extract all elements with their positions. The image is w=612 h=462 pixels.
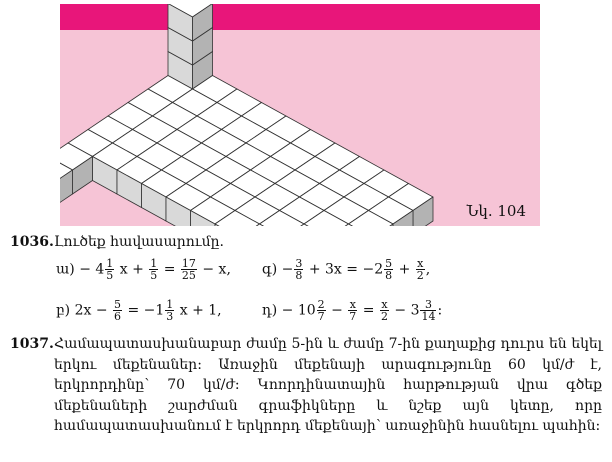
problem-title: Լուծեք հավասարումը. [54, 234, 224, 250]
equation-a [56, 258, 231, 281]
fraction: $\frac{5}{6}$ [114, 298, 121, 323]
equation-b [56, 299, 222, 322]
eq-text: − [281, 261, 294, 278]
equation-g [262, 258, 430, 281]
eq-text: = [163, 261, 176, 278]
eq-text: − x, [202, 261, 231, 278]
eq-label: ա) [56, 261, 75, 278]
eq-text: : [437, 302, 443, 319]
fraction: $\frac{3}{14}$ [421, 298, 436, 323]
fraction: $\frac{x}{2}$ [380, 298, 388, 323]
problem-number: 1036. [10, 234, 54, 250]
eq-text: − 10 [281, 302, 316, 319]
fraction: $\frac{1}{5}$ [106, 257, 114, 282]
eq-label: գ) [262, 261, 278, 278]
problem-1037-number [10, 334, 54, 354]
fraction: $\frac{1}{3}$ [166, 298, 174, 323]
fraction: $\frac{x}{7}$ [349, 298, 357, 323]
eq-text: x + [119, 261, 144, 278]
fraction: $\frac{2}{7}$ [317, 298, 325, 323]
eq-text: + [398, 261, 411, 278]
fraction: $\frac{1}{5}$ [150, 257, 158, 282]
fraction: $\frac{5}{8}$ [385, 257, 393, 282]
eq-label: դ) [262, 302, 278, 319]
problem-number: 1037. [10, 336, 54, 352]
eq-text: − 4 [79, 261, 105, 278]
eq-text: x + 1, [179, 302, 222, 319]
figure-104 [60, 4, 540, 226]
problem-1036-header [10, 232, 224, 252]
figure-caption: Նկ. 104 [466, 202, 526, 220]
eq-text: = −1 [127, 302, 165, 319]
fraction: $\frac{x}{2}$ [416, 257, 424, 282]
eq-text: = [362, 302, 375, 319]
eq-text: 2x − [74, 302, 108, 319]
cube-illustration [60, 4, 540, 226]
fraction: $\frac{3}{8}$ [295, 257, 303, 282]
fraction: $\frac{17}{25}$ [181, 257, 196, 282]
eq-label: բ) [56, 302, 71, 319]
figure-top-band [60, 4, 540, 30]
eq-text: + 3x = −2 [308, 261, 384, 278]
eq-text: − 3 [394, 302, 420, 319]
problem-1037-text: Համապատասխանաբար ժամը 5-ին և ժամը 7-ին քաղաքից դուրս են եկել երկու մեքենաներ: Առաջին մեքենայի արագությունը 60 կմ/ժ է, երկրորդինը՝ 70 կմ/ժ: Կոորդինատային հարթության վրա գծեք մեքենաների շարժման գրաֆիկները և նշեք այն կետը, որը համապատասխանում է երկրորդ մեքենայի՝ առաջինին հասնելու պահին: [54, 336, 602, 434]
eq-text: , [425, 261, 431, 278]
eq-text: − [331, 302, 343, 319]
equation-d [262, 299, 442, 322]
